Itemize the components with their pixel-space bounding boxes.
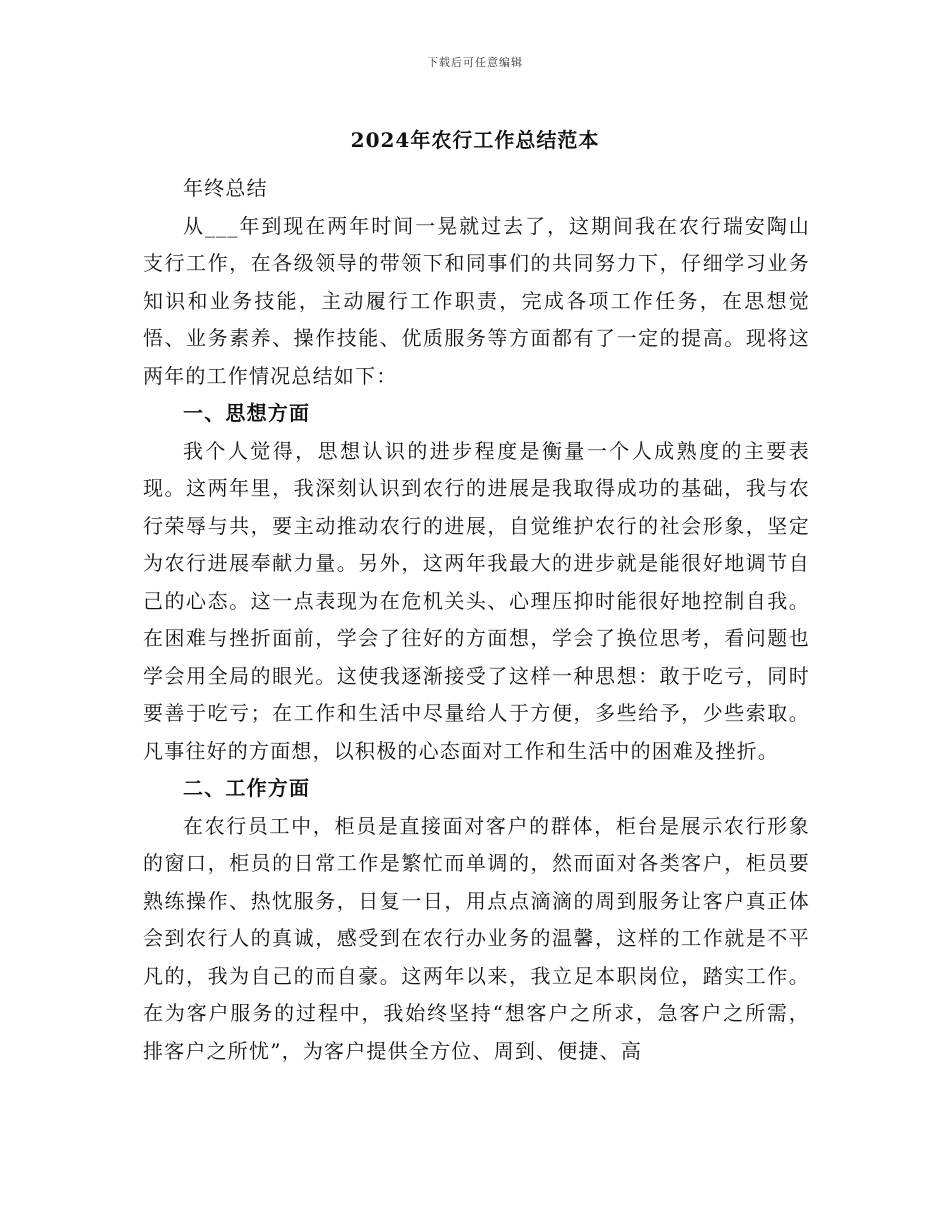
page-header-note: 下载后可任意编辑 (427, 56, 523, 69)
document-subtitle: 年终总结 (183, 176, 268, 200)
section-heading-work: 二、工作方面 (183, 776, 311, 800)
document-body (143, 170, 810, 1070)
intro-paragraph: 从___年到现在两年时间一晃就过去了，这期间我在农行瑞安陶山支行工作，在各级领导的带领下和同事们的共同努力下，仔细学习业务知识和业务技能，主动履行工作职责，完成各项工作任务，在思想觉悟、业务素养、操作技能、优质服务等方面都有了一定的提高。现将这两年的工作情况总结如下： (143, 213, 810, 388)
section-body-work: 在农行员工中，柜员是直接面对客户的群体，柜台是展示农行形象的窗口，柜员的日常工作是繁忙而单调的，然而面对各类客户，柜员要熟练操作、热忱服务，日复一日，用点点滴滴的周到服务让客户真正体会到农行人的真诚，感受到在农行办业务的温馨，这样的工作就是不平凡的，我为自己的而自豪。这两年以来，我立足本职岗位，踏实工作。在为客户服务的过程中，我始终坚持“想客户之所求，急客户之所需，排客户之所忧”，为客户提供全方位、周到、便捷、高 (143, 813, 810, 1063)
section-heading-thought: 一、思想方面 (183, 401, 311, 425)
section-body-thought: 我个人觉得，思想认识的进步程度是衡量一个人成熟度的主要表现。这两年里，我深刻认识到农行的进展是我取得成功的基础，我与农行荣辱与共，要主动推动农行的进展，自觉维护农行的社会形象，坚定为农行进展奉献力量。另外，这两年我最大的进步就是能很好地调节自己的心态。这一点表现为在危机关头、心理压抑时能很好地控制自我。在困难与挫折面前，学会了往好的方面想，学会了换位思考，看问题也学会用全局的眼光。这使我逐渐接受了这样一种思想：敢于吃亏，同时要善于吃亏；在工作和生活中尽量给人于方便，多些给予，少些索取。凡事往好的方面想，以积极的心态面对工作和生活中的困难及挫折。 (143, 438, 810, 763)
document-title: 2024年农行工作总结范本 (350, 128, 600, 152)
